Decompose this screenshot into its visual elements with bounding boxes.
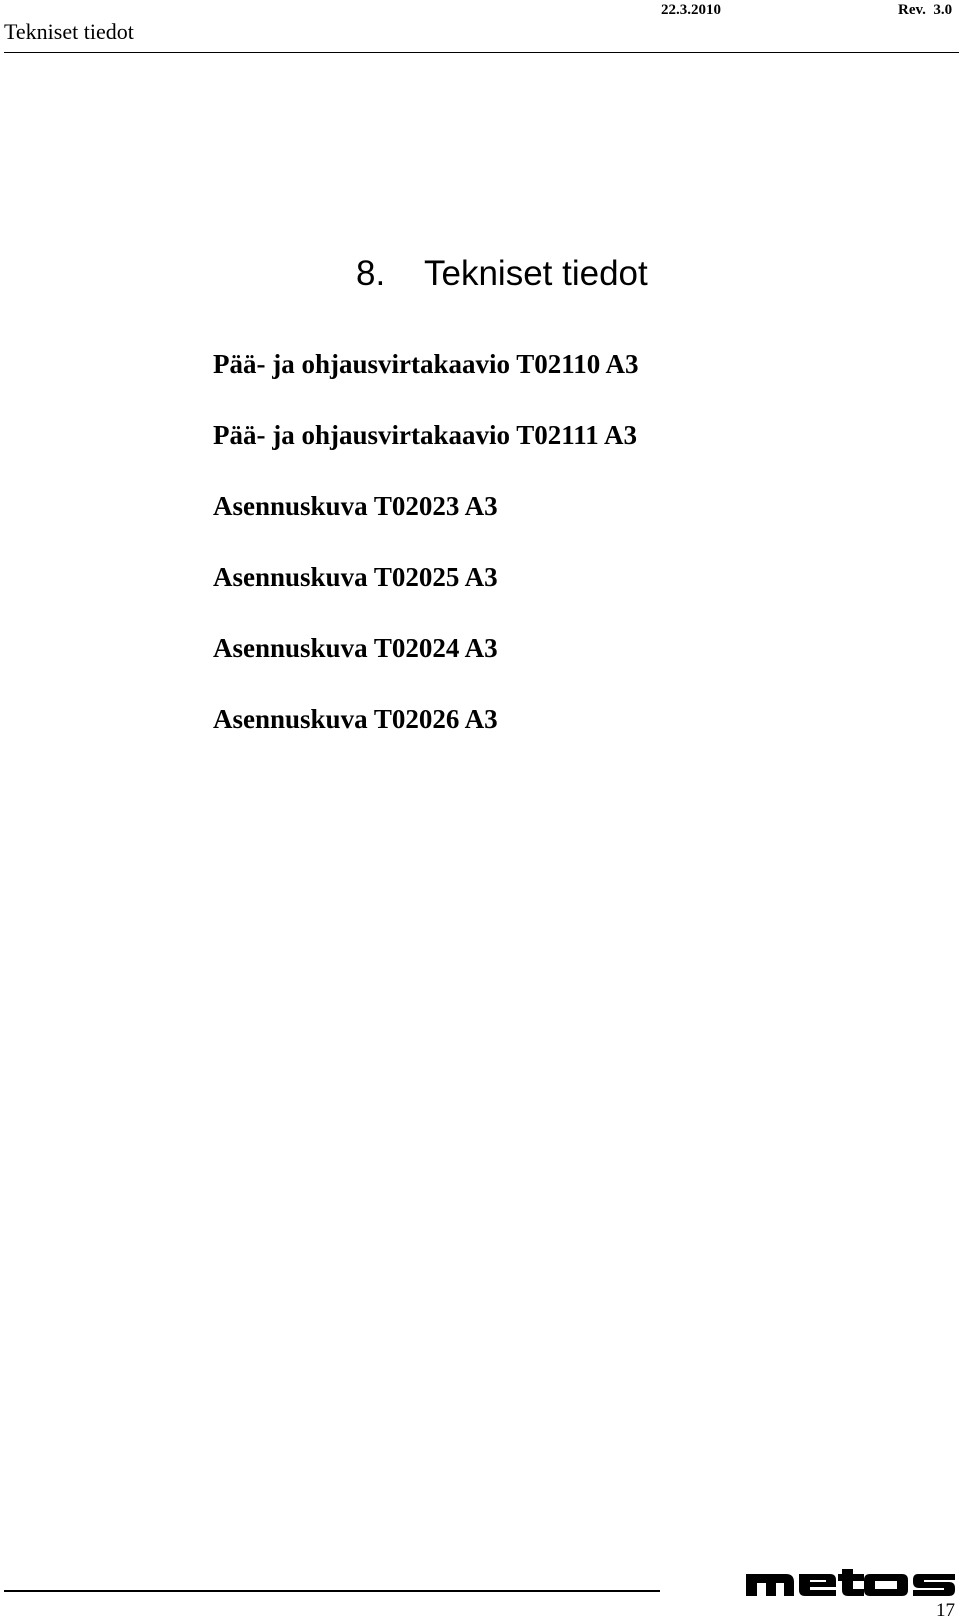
drawing-list — [213, 348, 639, 774]
page-header — [0, 0, 960, 56]
header-date: 22.3.2010 — [661, 2, 721, 18]
section-heading — [356, 254, 648, 294]
list-item: Asennuskuva T02023 A3 — [213, 491, 498, 521]
list-item: Asennuskuva T02026 A3 — [213, 704, 498, 734]
list-item: Asennuskuva T02025 A3 — [213, 562, 498, 592]
list-item: Pää- ja ohjausvirtakaavio T02110 A3 — [213, 349, 639, 379]
header-divider — [4, 52, 959, 53]
list-item: Pää- ja ohjausvirtakaavio T02111 A3 — [213, 420, 638, 450]
section-number: 8. — [356, 254, 386, 293]
metos-logo — [746, 1569, 956, 1599]
header-title: Tekniset tiedot — [4, 19, 134, 44]
page-number: 17 — [936, 1600, 955, 1621]
footer-divider — [4, 1590, 660, 1592]
header-revision: Rev. 3.0 — [898, 2, 953, 18]
list-item: Asennuskuva T02024 A3 — [213, 633, 498, 663]
section-title: Tekniset tiedot — [424, 254, 648, 293]
